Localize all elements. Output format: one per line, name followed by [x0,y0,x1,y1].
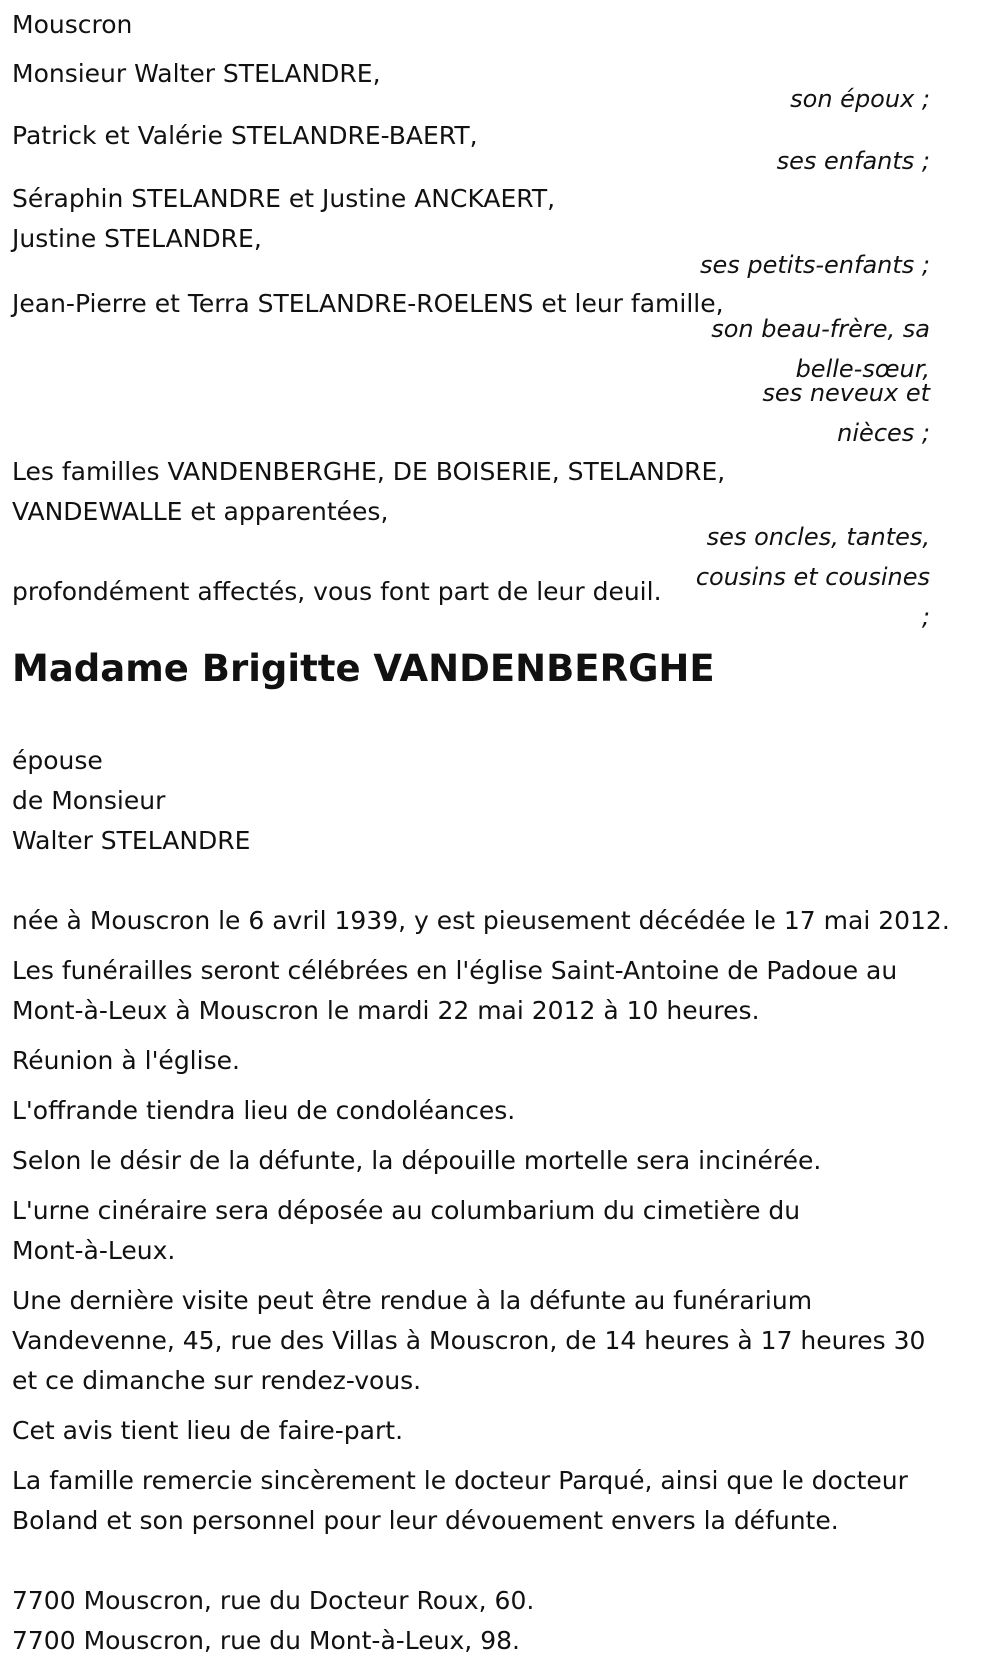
children-names: Patrick et Valérie STELANDRE-BAERT, [12,121,478,150]
visit-line-3: et ce dimanche sur rendez-vous. [12,1366,422,1395]
spouse-name: Monsieur Walter STELANDRE, [12,59,381,88]
deceased-name: Madame Brigitte VANDENBERGHE [12,647,715,690]
funeral-line-1: Les funérailles seront célébrées en l'église Saint-Antoine de Padoue au [12,956,898,985]
urn-line-2: Mont-à-Leux. [12,1236,176,1265]
families-role-3: ; [921,603,930,631]
families-role-2: cousins et cousines [695,563,930,591]
grandchildren-name-2: Justine STELANDRE, [12,224,262,253]
notice-line: Cet avis tient lieu de faire-part. [12,1416,404,1445]
inlaws-names: Jean-Pierre et Terra STELANDRE-ROELENS et leur famille, [12,289,724,318]
inlaws-role-1: son beau-frère, sa [711,315,930,343]
families-line-1: Les familles VANDENBERGHE, DE BOISERIE, STELANDRE, [12,457,726,486]
visit-line-1: Une dernière visite peut être rendue à la défunte au funérarium [12,1286,813,1315]
funeral-line-2: Mont-à-Leux à Mouscron le mardi 22 mai 2012 à 10 heures. [12,996,760,1025]
address-line-1: 7700 Mouscron, rue du Docteur Roux, 60. [12,1586,535,1615]
relation-2: de Monsieur [12,786,166,815]
cremation-line: Selon le désir de la défunte, la dépouille mortelle sera incinérée. [12,1146,822,1175]
thanks-line-2: Boland et son personnel pour leur dévouement envers la défunte. [12,1506,839,1535]
spouse-role: son époux ; [790,85,930,113]
families-role-1: ses oncles, tantes, [706,523,930,551]
families-line-2: VANDEWALLE et apparentées, [12,497,389,526]
children-role: ses enfants ; [776,147,930,175]
inlaws-role-4: nièces ; [837,419,930,447]
grandchildren-name-1: Séraphin STELANDRE et Justine ANCKAERT, [12,184,556,213]
urn-line-1: L'urne cinéraire sera déposée au columbarium du cimetière du [12,1196,801,1225]
thanks-line-1: La famille remercie sincèrement le docteur Parqué, ainsi que le docteur [12,1466,908,1495]
visit-line-2: Vandevenne, 45, rue des Villas à Mouscron, de 14 heures à 17 heures 30 [12,1326,926,1355]
closing-line: profondément affectés, vous font part de leur deuil. [12,577,662,606]
relation-3: Walter STELANDRE [12,826,251,855]
relation-1: épouse [12,746,103,775]
inlaws-role-2: belle-sœur, [795,355,930,383]
grandchildren-role: ses petits-enfants ; [699,251,930,279]
inlaws-role-3: ses neveux et [762,379,930,407]
city-header: Mouscron [12,10,133,39]
meeting-line: Réunion à l'église. [12,1046,240,1075]
birth-death-line: née à Mouscron le 6 avril 1939, y est pieusement décédée le 17 mai 2012. [12,906,950,935]
offering-line: L'offrande tiendra lieu de condoléances. [12,1096,516,1125]
address-line-2: 7700 Mouscron, rue du Mont-à-Leux, 98. [12,1626,520,1655]
